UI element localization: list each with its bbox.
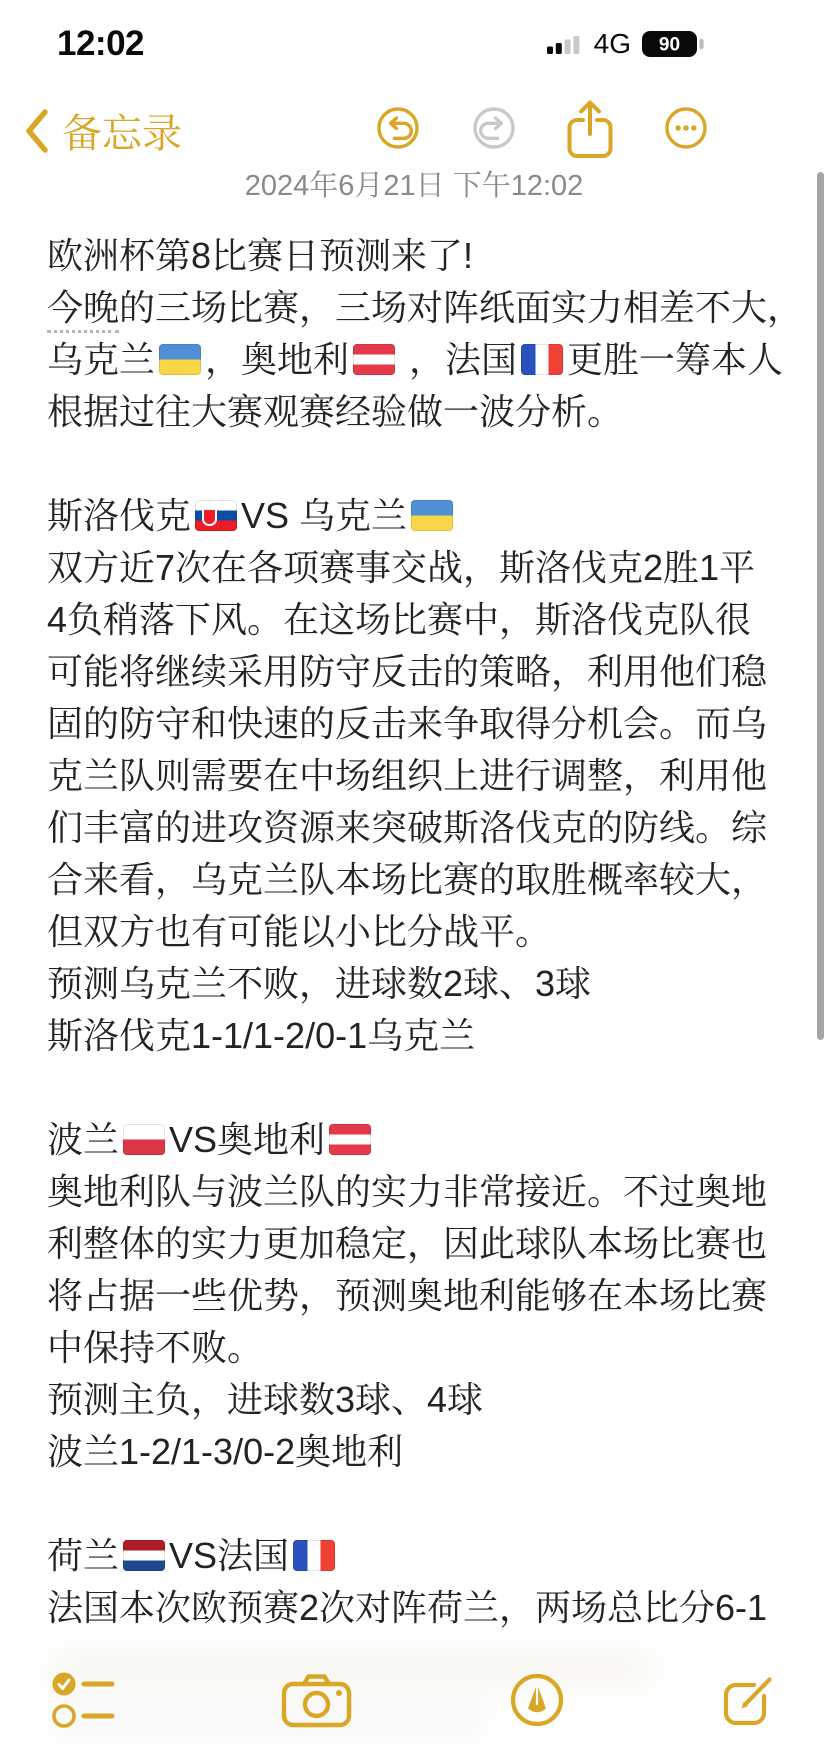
share-icon bbox=[564, 97, 616, 159]
share-button[interactable] bbox=[568, 100, 612, 156]
battery-percent-label: 90 bbox=[658, 34, 681, 56]
note-line: 固的防守和快速的反击来争取得分机会。而乌 bbox=[47, 703, 768, 744]
note-line: 将占据一些优势，预测奥地利能够在本场比赛 bbox=[47, 1275, 768, 1316]
note-line: 克兰队则需要在中场组织上进行调整，利用他 bbox=[47, 755, 768, 796]
match2-scoreline: 波兰1-2/1-3/0-2奥地利 bbox=[47, 1431, 404, 1472]
match1-title: 斯洛伐克 VS 乌克兰 bbox=[47, 490, 808, 542]
match1-prediction: 预测乌克兰不败，进球数2球、3球 bbox=[47, 963, 592, 1004]
netherlands-flag-icon bbox=[123, 1540, 165, 1571]
note-line: 利整体的实力更加稳定，因此球队本场比赛也 bbox=[47, 1223, 768, 1264]
nav-bar bbox=[0, 96, 828, 160]
note-editor[interactable] bbox=[47, 230, 808, 1634]
note-line: 欧洲杯第8比赛日预测来了! bbox=[47, 235, 474, 276]
note-line: 今晚的三场比赛，三场对阵纸面实力相差不大， bbox=[47, 282, 808, 334]
match1-scoreline: 斯洛伐克1-1/1-2/0-1乌克兰 bbox=[47, 1015, 476, 1056]
note-date: 2024年6月21日 下午12:02 bbox=[244, 170, 584, 202]
undo-icon bbox=[375, 105, 421, 151]
camera-button[interactable] bbox=[281, 1671, 353, 1729]
camera-icon bbox=[281, 1671, 353, 1729]
note-blank-line bbox=[47, 1062, 808, 1114]
undo-button[interactable] bbox=[376, 100, 420, 156]
markup-button[interactable] bbox=[509, 1672, 565, 1728]
note-line: 双方近7次在各项赛事交战，斯洛伐克2胜1平 bbox=[47, 547, 756, 588]
note-line: 们丰富的进攻资源来突破斯洛伐克的防线。综 bbox=[47, 807, 768, 848]
match3-title: 荷兰 VS法国 bbox=[47, 1530, 808, 1582]
checklist-button[interactable] bbox=[50, 1668, 126, 1732]
back-button-label: 备忘录 bbox=[62, 112, 182, 156]
note-line: 可能将继续采用防守反击的策略，利用他们稳 bbox=[47, 651, 768, 692]
scrollbar[interactable] bbox=[817, 172, 824, 1040]
battery-icon bbox=[642, 29, 706, 59]
match2-title: 波兰 VS奥地利 bbox=[47, 1114, 808, 1166]
cellular-signal-icon bbox=[547, 33, 583, 55]
back-chevron-icon bbox=[22, 108, 50, 154]
status-right-cluster bbox=[547, 28, 706, 60]
status-bar bbox=[0, 0, 828, 70]
ukraine-flag-icon bbox=[411, 500, 453, 531]
note-line: 合来看，乌克兰队本场比赛的取胜概率较大， bbox=[47, 859, 768, 900]
note-blank-line bbox=[47, 438, 808, 490]
france-flag-icon bbox=[521, 344, 563, 375]
more-icon bbox=[663, 105, 709, 151]
austria-flag-icon bbox=[353, 344, 395, 375]
note-blank-line bbox=[47, 1478, 808, 1530]
redo-icon bbox=[471, 105, 517, 151]
network-type-label: 4G bbox=[593, 28, 631, 59]
match2-prediction: 预测主负，进球数3球、4球 bbox=[47, 1379, 484, 1420]
poland-flag-icon bbox=[123, 1124, 165, 1155]
austria-flag-icon bbox=[329, 1124, 371, 1155]
more-button[interactable] bbox=[664, 100, 708, 156]
markup-icon bbox=[509, 1672, 565, 1728]
bottom-toolbar bbox=[0, 1638, 828, 1762]
nav-actions bbox=[376, 100, 708, 156]
compose-button[interactable] bbox=[720, 1671, 778, 1729]
note-line: 法国本次欧预赛2次对阵荷兰，两场总比分6-1 bbox=[47, 1587, 768, 1628]
ukraine-flag-icon bbox=[159, 344, 201, 375]
note-line: 根据过往大赛观赛经验做一波分析。 bbox=[47, 391, 624, 432]
back-button[interactable] bbox=[22, 102, 182, 159]
note-line: 4负稍落下风。在这场比赛中，斯洛伐克队很 bbox=[47, 599, 752, 640]
note-line: 中保持不败。 bbox=[47, 1327, 264, 1368]
redo-button[interactable] bbox=[472, 100, 516, 156]
france-flag-icon bbox=[293, 1540, 335, 1571]
note-line: 奥地利队与波兰队的实力非常接近。不过奥地 bbox=[47, 1171, 768, 1212]
note-line: 但双方也有可能以小比分战平。 bbox=[47, 911, 552, 952]
slovakia-flag-icon bbox=[195, 500, 237, 531]
misspelled-word: 今晚 bbox=[47, 287, 119, 333]
compose-icon bbox=[720, 1671, 778, 1729]
note-line: 乌克兰 ，奥地利 ，法国 更胜一筹本人 bbox=[47, 339, 784, 380]
checklist-icon bbox=[50, 1668, 126, 1732]
status-time: 12:02 bbox=[57, 24, 145, 63]
